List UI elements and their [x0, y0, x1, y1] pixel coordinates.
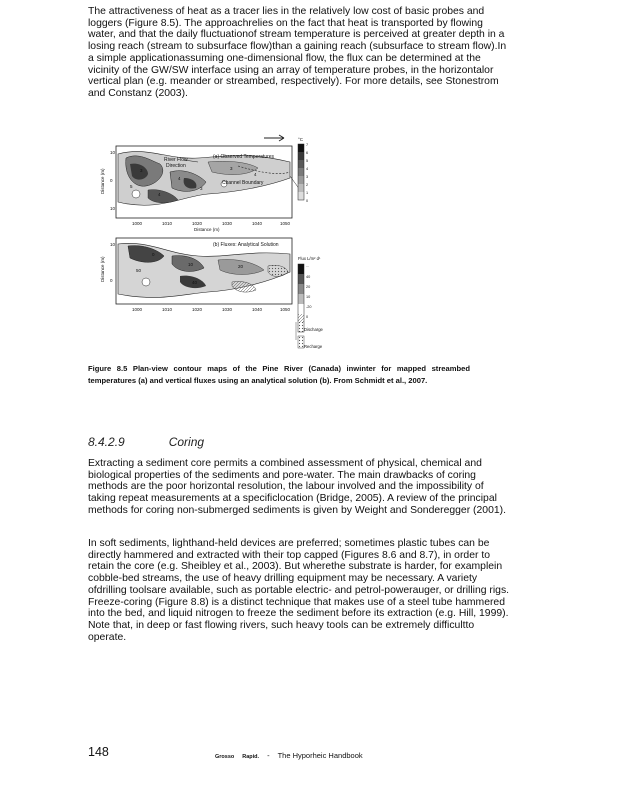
x-tick: 1030: [222, 221, 233, 226]
x-tick: 1030: [222, 307, 233, 312]
temp-scale-value: 2: [306, 183, 309, 187]
contour-label: 40: [192, 280, 198, 285]
channel-boundary-label: Channel Boundary: [222, 180, 264, 186]
footer-separator: -: [267, 751, 270, 760]
flux-scale-value: ...: [306, 264, 310, 268]
x-tick: 1000: [132, 307, 143, 312]
flux-scale-value: 40: [306, 275, 311, 279]
flux-scale-value: 10: [306, 295, 311, 299]
page-number: 148: [88, 745, 109, 759]
figure-8-5: [88, 132, 348, 354]
x-tick: 1050: [280, 221, 291, 226]
panel-a-title: (a) Observed Temperatures: [213, 154, 275, 160]
recharge-label: Recharge: [304, 344, 323, 349]
y-axis-label-a: Distance (m): [100, 168, 105, 194]
contour-label: 4: [178, 176, 181, 181]
contour-label: 10: [188, 262, 194, 267]
temp-scale-value: 7: [306, 143, 309, 147]
y-tick: 10: [110, 206, 116, 211]
x-tick: 1050: [280, 307, 291, 312]
river-flow-label: River Flow: [164, 157, 188, 163]
footer-book-title: The Hyporheic Handbook: [277, 751, 363, 760]
contour-label: 0: [152, 252, 155, 257]
flux-scale-value: -20: [306, 305, 312, 309]
contour-label: 20: [238, 264, 244, 269]
x-tick: 1010: [162, 307, 173, 312]
temp-scale-bar: [298, 144, 304, 200]
discharge-label: Discharge: [304, 327, 323, 332]
contour-label: 50: [136, 268, 142, 273]
x-tick: 1040: [252, 221, 263, 226]
temp-scale-value: 3: [306, 175, 309, 179]
flux-scale-value: 20: [306, 285, 311, 289]
section-title: Coring: [168, 435, 205, 449]
x-tick: 1020: [192, 307, 203, 312]
x-axis-label-a: Distance (m): [194, 227, 220, 232]
panel-b-title: (b) Fluxes: Analytical Solution: [213, 242, 279, 248]
coring-paragraph-1: Extracting a sediment core permits a combined assessment of physical, chemical and biological properties of the sediments and pore-water. The main drawbacks of coring methods are the poor horizontal resolution, the labour involved and the impossibility of taking repeat measurements at a specificlocation (Bridge, 2005). A review of the principal methods for coring non-submerged sediments is given by Weight and Sonderegger (2001).: [88, 458, 506, 516]
y-tick: 0: [110, 278, 113, 283]
x-tick: 1000: [132, 221, 143, 226]
temp-scale-value: 6: [306, 151, 309, 155]
section-number: 8.4.2.9: [88, 435, 125, 449]
temp-scale-value: 5: [306, 159, 309, 163]
temp-scale-value: 0: [306, 199, 309, 203]
flux-scale-value: 0: [306, 315, 309, 319]
contour-label: 4: [158, 192, 161, 197]
contour-label: 5: [130, 184, 133, 189]
contour-map-figure: [88, 132, 348, 354]
contour-label: 3: [200, 186, 203, 191]
temp-unit: °C: [298, 137, 304, 142]
y-axis-label-b: Distance (m): [100, 256, 105, 282]
x-tick: 1010: [162, 221, 173, 226]
x-tick: 1020: [192, 221, 203, 226]
x-tick: 1040: [252, 307, 263, 312]
section-heading: [88, 435, 204, 449]
flux-unit: Flux L/m² d¹: [298, 256, 321, 261]
y-tick: 10: [110, 242, 116, 247]
figure-caption: Figure 8.5 Plan-view contour maps of the Pine River (Canada) inwinter for mapped streambed temperatures (a) and vertical fluxes using an analytical solution (b). From Schmidt et al., 2007.: [88, 364, 470, 385]
direction-label: Direction: [166, 163, 186, 169]
temp-scale-value: 1: [306, 191, 309, 195]
contour-label: 3: [230, 166, 233, 171]
y-tick: 0: [110, 178, 113, 183]
coring-paragraph-2: In soft sediments, lighthand-held devices are preferred; sometimes plastic tubes can be directly hammered and extracted with their top capped (Figures 8.6 and 8.7), in order to retain the core (e.g. Sheibley et al., 2003). But wherethe substrate is harder, for examplein cobble-bed streams, the use of heavy drilling equipment may be necessary. A variety ofdrilling toolsare available, such as portable electric- and petrol-powerauger, or drilling rigs. Freeze-coring (Figure 8.8) is a distinct technique that makes use of a steel tube hammered into the bed, and liquid nitrogen to freeze the sediment before its extraction (e.g. Hill, 1999). Note that, in deep or fast flowing rivers, such heavy tools can be extremely difficultto operate.: [88, 538, 510, 643]
footer-author-1: Grosso: [215, 754, 235, 760]
flux-scale-bar: [298, 264, 304, 332]
contour-label: 3: [140, 168, 143, 173]
contour-label: 4: [254, 172, 257, 177]
y-tick: 10: [110, 150, 116, 155]
temp-scale-value: 4: [306, 167, 309, 171]
intro-paragraph: The attractiveness of heat as a tracer lies in the relatively low cost of basic probes and loggers (Figure 8.5). The approachrelies on the fact that heat is transported by flowing water, and that the daily fluctuationof stream temperature is perceived at greater depth in a losing reach (stream to subsurface flow)than a gaining reach (subsurface to stream flow).In a simple applicationassuming one-dimensional flow, the flux can be determined at the vicinity of the GW/SW interface using an array of temperature probes, in the horizontalor vertical plan (e.g. meander or streambed, respectively). For more details, see Stonestrom and Constanz (2003).: [88, 6, 507, 99]
footer-author-2: Rapid.: [242, 754, 260, 760]
running-footer: [215, 751, 363, 760]
